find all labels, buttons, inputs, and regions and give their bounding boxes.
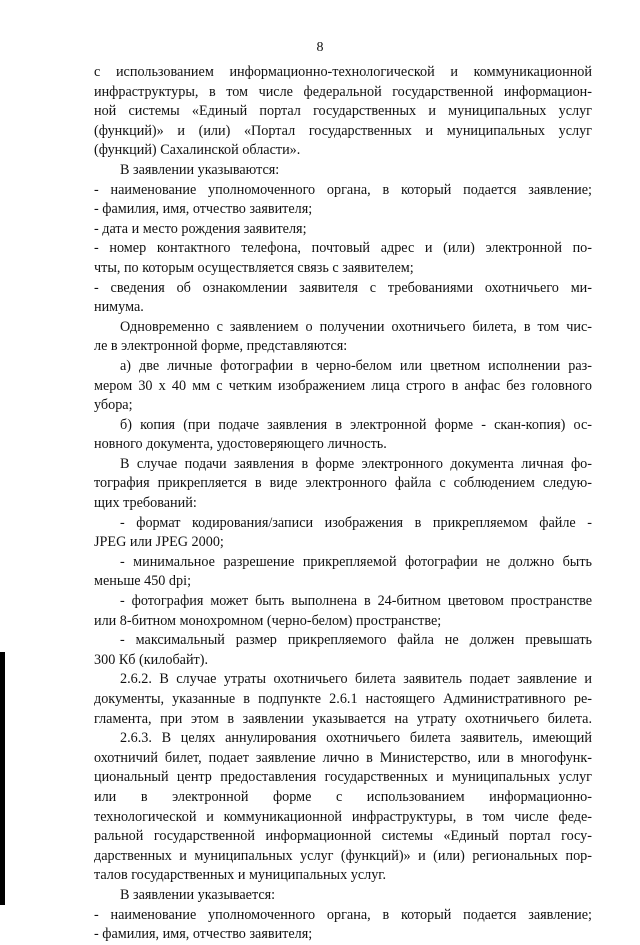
text-line: ральной государственной информационной системы «Единый портал госу-	[94, 828, 592, 845]
text-line: В заявлении указывается:	[120, 886, 276, 903]
text-line: мером 30 х 40 мм с четким изображением лица строго в анфас без головного	[94, 377, 592, 394]
text-line: инфраструктуры, в том числе федеральной государственной информацион-	[94, 83, 592, 100]
text-line: щих требований:	[94, 495, 197, 512]
text-line: а) две личные фотографии в черно-белом или цветном исполнении раз-	[120, 357, 592, 374]
text-line: (функций) Сахалинской области».	[94, 142, 301, 159]
text-line: JPEG или JPEG 2000;	[94, 534, 224, 551]
text-line: гламента, при этом в заявлении указывается на утрату охотничьего билета.	[94, 710, 592, 727]
text-line: - максимальный размер прикрепляемого файла не должен превышать	[120, 632, 592, 649]
text-line: новного документа, удостоверяющего личность.	[94, 436, 387, 453]
page-number: 8	[316, 40, 324, 55]
text-line: технологической и коммуникационной инфраструктуры, в том числе феде-	[94, 808, 592, 825]
scan-edge-mark	[0, 652, 5, 905]
text-line: чты, по которым осуществляется связь с заявителем;	[94, 259, 414, 276]
text-line: - минимальное разрешение прикрепляемой фотографии не должно быть	[120, 553, 592, 570]
text-line: - фотография может быть выполнена в 24-битном цветовом пространстве	[120, 593, 592, 610]
text-line: В заявлении указываются:	[120, 161, 280, 178]
text-line: документы, указанные в подпункте 2.6.1 настоящего Административного ре-	[94, 691, 592, 707]
text-line: - формат кодирования/записи изображения в прикрепляемом файле -	[120, 514, 592, 531]
text-line: - наименование уполномоченного органа, в который подается заявление;	[94, 906, 592, 923]
text-line: - сведения об ознакомлении заявителя с требованиями охотничьего ми-	[94, 279, 592, 296]
text-line: - наименование уполномоченного органа, в который подается заявление;	[94, 181, 592, 198]
text-line: - дата и место рождения заявителя;	[94, 220, 307, 237]
text-line: - фамилия, имя, отчество заявителя;	[94, 201, 313, 218]
text-line: - номер контактного телефона, почтовый адрес и (или) электронной по-	[94, 240, 592, 257]
text-line: дарственных и муниципальных услуг (функций)» и (или) региональных пор-	[94, 847, 592, 864]
text-line: 2.6.3. В целях аннулирования охотничьего билета заявитель, имеющий	[120, 730, 592, 747]
text-line: или в электронной форме с использованием информационно-	[94, 788, 592, 805]
text-line: с использованием информационно-технологической и коммуникационной	[94, 64, 592, 80]
text-line: или 8-битном монохромном (черно-белом) пространстве;	[94, 612, 442, 629]
text-line: - фамилия, имя, отчество заявителя;	[94, 926, 313, 943]
text-line: ле в электронной форме, представляются:	[94, 338, 348, 355]
text-line: талов государственных и муниципальных услуг.	[94, 867, 387, 884]
text-line: б) копия (при подаче заявления в электронной форме - скан-копия) ос-	[120, 416, 592, 433]
text-line: меньше 450 dpi;	[94, 573, 192, 590]
document-body	[94, 63, 592, 945]
text-line: убора;	[94, 397, 133, 414]
text-line: В случае подачи заявления в форме электронного документа личная фо-	[120, 455, 592, 472]
text-line: Одновременно с заявлением о получении охотничьего билета, в том чис-	[120, 318, 592, 335]
text-line: тография прикрепляется в виде электронного файла с соблюдением следую-	[94, 475, 592, 492]
text-line: охотничий билет, подает заявление лично в Министерство, или в многофунк-	[94, 749, 592, 766]
text-line: циональный центр предоставления государственных и муниципальных услуг	[94, 769, 592, 786]
text-line: (функций)» и (или) «Портал государственных и муниципальных услуг	[94, 122, 592, 139]
text-line: ной системы «Единый портал государственных и муниципальных услуг	[94, 103, 592, 120]
text-line: 2.6.2. В случае утраты охотничьего билета заявитель подает заявление и	[120, 671, 592, 688]
text-line: нимума.	[94, 299, 144, 316]
text-line: 300 Кб (килобайт).	[94, 651, 209, 668]
